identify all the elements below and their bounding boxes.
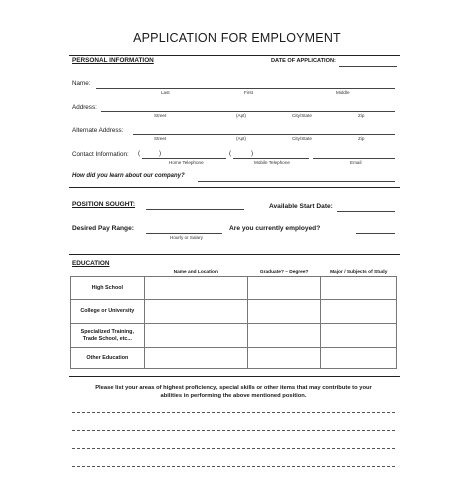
education-row-label-text: Trade School, etc... xyxy=(82,335,132,342)
education-cell-name[interactable] xyxy=(144,324,247,348)
address-sub-city: City/State xyxy=(292,113,312,118)
education-cell-graduate[interactable] xyxy=(247,348,321,369)
education-cell-major[interactable] xyxy=(321,324,397,348)
contact-sub-home: Home Telephone xyxy=(169,160,204,165)
proficiency-answer-line[interactable] xyxy=(72,448,395,449)
name-sub-last: Last xyxy=(161,90,170,95)
pay-range-sub: Hourly or Salary xyxy=(170,235,203,240)
alt-address-sub-zip: Zip xyxy=(358,136,365,141)
education-cell-name[interactable] xyxy=(144,300,247,324)
section-rule xyxy=(69,254,400,255)
name-label: Name: xyxy=(72,80,91,87)
alt-address-field[interactable] xyxy=(133,134,395,135)
home-phone-paren-close: ) xyxy=(159,150,162,157)
education-cell-graduate[interactable] xyxy=(247,277,321,300)
education-header-row xyxy=(71,269,397,277)
address-sub-street: Street xyxy=(154,113,167,118)
education-row-label xyxy=(71,348,145,369)
page-title: APPLICATION FOR EMPLOYMENT xyxy=(133,31,341,45)
education-row-label xyxy=(71,324,145,348)
how-heard-label: How did you learn about our company? xyxy=(72,173,185,179)
proficiency-note-line: Please list your areas of highest proficiency, special skills or other items that may contribute to your xyxy=(95,385,372,391)
home-phone-paren-open: ( xyxy=(138,150,141,157)
currently-employed-field[interactable] xyxy=(356,233,395,234)
proficiency-note-line: abilities in performing the above mentioned position. xyxy=(160,393,307,399)
alt-address-label: Alternate Address: xyxy=(72,127,124,134)
table-row xyxy=(71,324,397,348)
section-rule xyxy=(69,187,400,188)
education-row-label xyxy=(71,300,145,324)
contact-label: Contact Information: xyxy=(72,151,129,158)
education-cell-major[interactable] xyxy=(321,348,397,369)
mobile-phone-paren-close: ) xyxy=(251,150,254,157)
education-cell-name[interactable] xyxy=(144,277,247,300)
email-field[interactable] xyxy=(313,158,395,159)
education-row-label-text: College or University xyxy=(80,308,135,314)
currently-employed-label: Are you currently employed? xyxy=(229,225,321,232)
proficiency-answer-line[interactable] xyxy=(72,466,395,467)
alt-address-sub-street: Street xyxy=(154,136,167,141)
date-of-application-field[interactable] xyxy=(339,66,397,67)
education-col-name-location: Name and Location xyxy=(173,270,218,275)
how-heard-field[interactable] xyxy=(198,181,395,182)
table-row xyxy=(71,300,397,324)
contact-sub-email: Email xyxy=(350,160,362,165)
proficiency-answer-line[interactable] xyxy=(72,412,395,413)
position-sought-label: POSITION SOUGHT: xyxy=(72,201,136,208)
name-field[interactable] xyxy=(96,88,395,89)
education-cell-name[interactable] xyxy=(144,348,247,369)
education-row-label-text: High School xyxy=(91,284,124,291)
mobile-phone-field[interactable] xyxy=(233,158,309,159)
education-col-major: Major / Subjects of Study xyxy=(330,270,388,275)
education-col-graduate: Graduate? – Degree? xyxy=(259,270,309,275)
address-sub-zip: Zip xyxy=(358,113,365,118)
proficiency-note xyxy=(70,384,397,400)
address-label: Address: xyxy=(72,104,97,111)
education-row-label-text: Specialized Training, xyxy=(80,328,134,335)
personal-info-heading: PERSONAL INFORMATION xyxy=(72,57,154,64)
pay-range-label: Desired Pay Range: xyxy=(72,225,134,232)
education-heading: EDUCATION xyxy=(72,260,110,267)
date-of-application-label: DATE OF APPLICATION: xyxy=(271,58,336,64)
section-rule xyxy=(69,55,400,56)
start-date-label: Available Start Date: xyxy=(269,203,333,210)
education-header-blank xyxy=(71,269,145,277)
section-rule xyxy=(69,376,400,377)
education-cell-graduate[interactable] xyxy=(247,324,321,348)
education-cell-graduate[interactable] xyxy=(247,300,321,324)
name-sub-middle: Middle xyxy=(336,90,350,95)
education-cell-major[interactable] xyxy=(321,277,397,300)
pay-range-field[interactable] xyxy=(146,233,222,234)
education-row-label xyxy=(71,277,145,300)
address-sub-apt: (Apt) xyxy=(236,113,246,118)
name-sub-first: First xyxy=(244,90,253,95)
start-date-field[interactable] xyxy=(337,211,395,212)
position-sought-field[interactable] xyxy=(146,209,244,210)
contact-sub-mobile: Mobile Telephone xyxy=(254,160,290,165)
mobile-phone-paren-open: ( xyxy=(229,150,232,157)
alt-address-sub-city: City/State xyxy=(292,136,312,141)
education-cell-major[interactable] xyxy=(321,300,397,324)
table-row xyxy=(71,277,397,300)
table-row xyxy=(71,348,397,369)
alt-address-sub-apt: (Apt) xyxy=(236,136,246,141)
education-row-label-text: Other Education xyxy=(86,354,129,361)
proficiency-answer-line[interactable] xyxy=(72,430,395,431)
education-table xyxy=(70,269,397,369)
home-phone-field[interactable] xyxy=(142,158,226,159)
address-field[interactable] xyxy=(101,111,395,112)
